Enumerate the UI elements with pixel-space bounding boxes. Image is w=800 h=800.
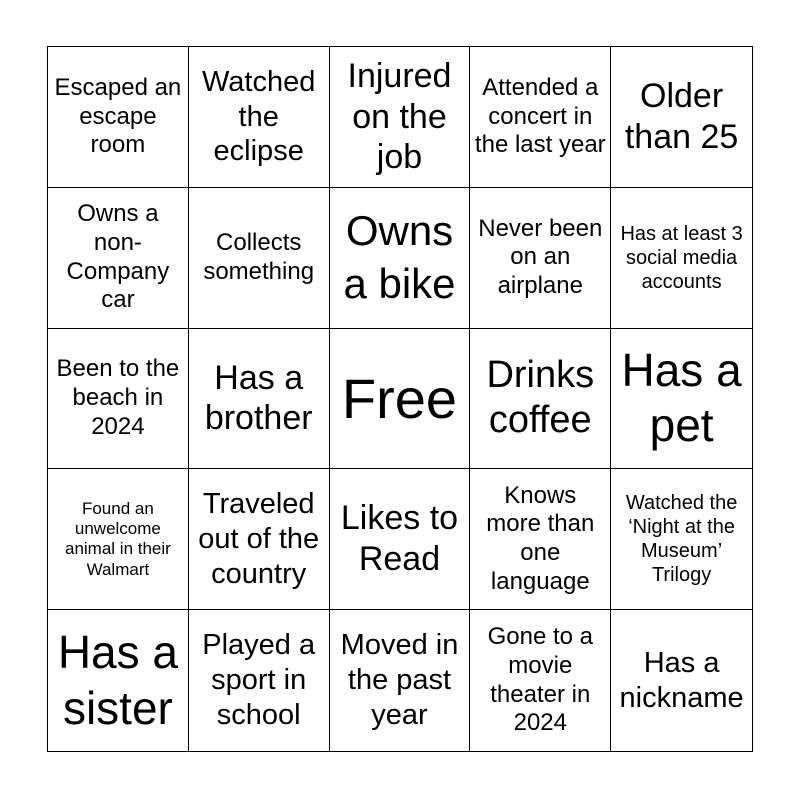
cell-label: Has a brother bbox=[204, 358, 313, 438]
cell-label: Never been on an airplane bbox=[478, 214, 603, 300]
cell-label: Traveled out of the country bbox=[198, 488, 320, 590]
bingo-cell-g2[interactable] bbox=[470, 188, 611, 329]
bingo-cell-g1[interactable] bbox=[470, 47, 611, 188]
bingo-cell-o1[interactable] bbox=[611, 47, 752, 188]
bingo-cell-b2[interactable] bbox=[48, 188, 189, 329]
cell-label: Likes to Read bbox=[340, 499, 459, 579]
cell-label: Collects something bbox=[203, 228, 315, 285]
cell-label: Drinks coffee bbox=[486, 353, 595, 442]
bingo-cell-n4[interactable] bbox=[330, 469, 471, 610]
cell-label: Free bbox=[341, 366, 458, 430]
bingo-cell-i5[interactable] bbox=[189, 610, 330, 751]
cell-label: Owns a bike bbox=[343, 207, 456, 307]
bingo-card bbox=[47, 46, 753, 752]
cell-label: Gone to a movie theater in 2024 bbox=[487, 623, 593, 737]
cell-label: Been to the beach in 2024 bbox=[56, 355, 180, 440]
cell-label: Found an unwelcome animal in their Walmart bbox=[64, 498, 171, 579]
cell-label: Moved in the past year bbox=[340, 629, 459, 731]
bingo-cell-o2[interactable] bbox=[611, 188, 752, 329]
cell-label: Injured on the job bbox=[347, 56, 452, 177]
cell-label: Attended a concert in the last year bbox=[474, 73, 606, 159]
bingo-cell-g3[interactable] bbox=[470, 329, 611, 470]
bingo-cell-n2[interactable] bbox=[330, 188, 471, 329]
cell-label: Older than 25 bbox=[624, 77, 739, 156]
cell-label: Escaped an escape room bbox=[54, 73, 182, 159]
bingo-cell-i2[interactable] bbox=[189, 188, 330, 329]
bingo-cell-i3[interactable] bbox=[189, 329, 330, 470]
bingo-cell-b4[interactable] bbox=[48, 469, 189, 610]
bingo-cell-b3[interactable] bbox=[48, 329, 189, 470]
cell-label: Knows more than one language bbox=[486, 481, 595, 596]
bingo-cell-g4[interactable] bbox=[470, 469, 611, 610]
bingo-cell-free[interactable] bbox=[330, 329, 471, 470]
bingo-cell-n1[interactable] bbox=[330, 47, 471, 188]
bingo-cell-n5[interactable] bbox=[330, 610, 471, 751]
cell-label: Has at least 3 social media accounts bbox=[620, 222, 743, 293]
cell-label: Watched the eclipse bbox=[202, 65, 316, 168]
bingo-cell-b5[interactable] bbox=[48, 610, 189, 751]
cell-label: Played a sport in school bbox=[202, 629, 316, 731]
bingo-cell-o3[interactable] bbox=[611, 329, 752, 470]
bingo-cell-g5[interactable] bbox=[470, 610, 611, 751]
bingo-cell-o5[interactable] bbox=[611, 610, 752, 751]
bingo-cell-b1[interactable] bbox=[48, 47, 189, 188]
cell-label: Has a sister bbox=[57, 626, 178, 734]
cell-label: Owns a non-Company car bbox=[66, 200, 170, 314]
bingo-cell-i1[interactable] bbox=[189, 47, 330, 188]
bingo-cell-o4[interactable] bbox=[611, 469, 752, 610]
cell-label: Watched the ‘Night at the Museum’ Trilogy bbox=[625, 492, 738, 587]
bingo-cell-i4[interactable] bbox=[189, 469, 330, 610]
cell-label: Has a pet bbox=[621, 344, 742, 452]
cell-label: Has a nickname bbox=[619, 646, 744, 714]
